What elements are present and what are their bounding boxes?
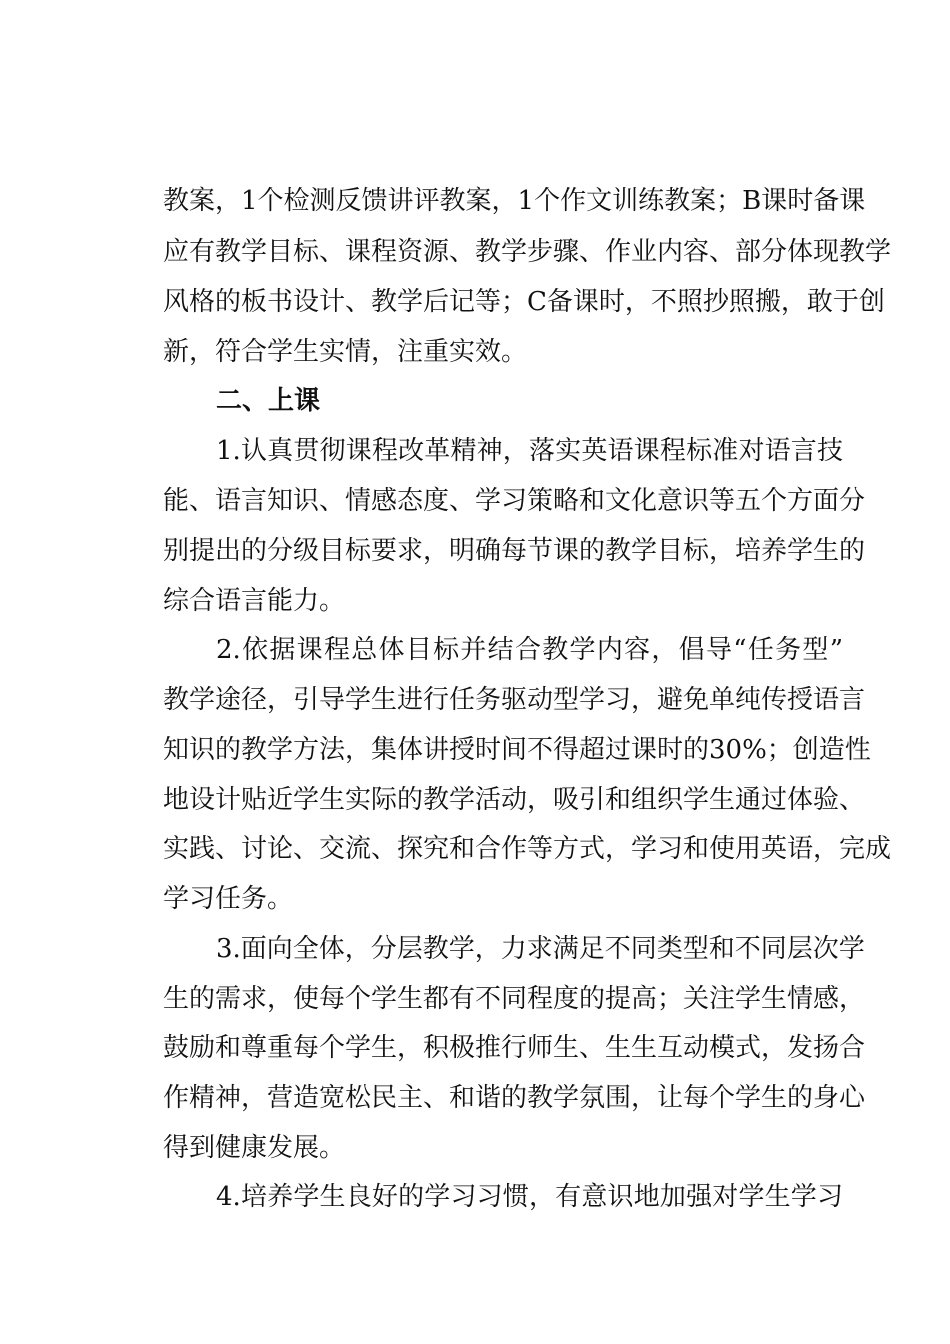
paragraph-line: 风格的板书设计、教学后记等；C备课时，不照抄照搬，敢于创 <box>163 287 885 317</box>
section-heading: 二、上课 <box>216 386 321 416</box>
paragraph-line: 4.培养学生良好的学习习惯，有意识地加强对学生学习 <box>216 1182 843 1212</box>
paragraph-line: 作精神，营造宽松民主、和谐的教学氛围，让每个学生的身心 <box>163 1083 866 1113</box>
paragraph-line: 教学途径，引导学生进行任务驱动型学习，避免单纯传授语言 <box>163 685 866 715</box>
paragraph-line: 知识的教学方法，集体讲授时间不得超过课时的30%；创造性 <box>163 735 871 765</box>
paragraph-line: 应有教学目标、课程资源、教学步骤、作业内容、部分体现教学 <box>163 237 892 267</box>
paragraph-line: 得到健康发展。 <box>163 1133 346 1163</box>
paragraph-line: 2.依据课程总体目标并结合教学内容，倡导“任务型” <box>216 635 843 665</box>
paragraph-line: 地设计贴近学生实际的教学活动，吸引和组织学生通过体验、 <box>163 785 866 815</box>
paragraph-line: 实践、讨论、交流、探究和合作等方式，学习和使用英语，完成 <box>163 834 892 864</box>
paragraph-line: 能、语言知识、情感态度、学习策略和文化意识等五个方面分 <box>163 486 866 516</box>
paragraph-line: 综合语言能力。 <box>163 586 346 616</box>
paragraph-line: 别提出的分级目标要求，明确每节课的教学目标，培养学生的 <box>163 536 866 566</box>
paragraph-line: 3.面向全体，分层教学，力求满足不同类型和不同层次学 <box>216 934 865 964</box>
paragraph-line: 教案，1个检测反馈讲评教案，1个作文训练教案；B课时备课 <box>163 186 866 216</box>
paragraph-line: 学习任务。 <box>163 884 294 914</box>
paragraph-line: 鼓励和尊重每个学生，积极推行师生、生生互动模式，发扬合 <box>163 1033 866 1063</box>
paragraph-line: 1.认真贯彻课程改革精神，落实英语课程标准对语言技 <box>216 436 843 466</box>
paragraph-line: 新，符合学生实情，注重实效。 <box>163 337 528 367</box>
paragraph-line: 生的需求，使每个学生都有不同程度的提高；关注学生情感， <box>163 984 866 1014</box>
